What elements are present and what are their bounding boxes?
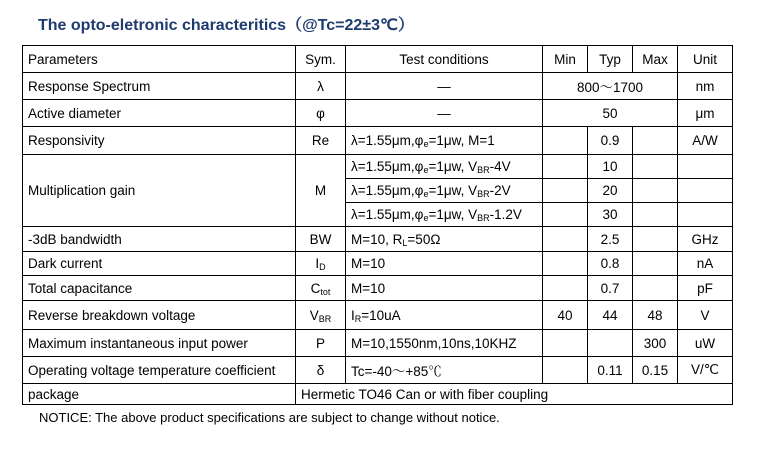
table-row (23, 252, 733, 276)
cond-cell: M=10 (346, 276, 543, 301)
range-cell: 800～1700 (543, 73, 678, 100)
cond-cell (346, 301, 543, 330)
cond-cell: Tc=-40～+85℃ (346, 357, 543, 384)
unit-cell (678, 203, 733, 227)
typ-cell: 10 (588, 155, 633, 179)
param-cell: Response Spectrum (23, 73, 296, 100)
min-cell (543, 252, 588, 276)
table-row (23, 301, 733, 330)
typ-cell: 44 (588, 301, 633, 330)
table-row (23, 155, 733, 179)
cond-subscript: e (423, 189, 429, 199)
typ-cell: 0.9 (588, 127, 633, 155)
param-cell: Responsivity (23, 127, 296, 155)
sym-subscript: tot (320, 286, 331, 297)
sym-text: I (315, 256, 320, 271)
cond-text: λ=1.55μm,φ (351, 183, 424, 198)
typ-cell: 50 (543, 100, 678, 127)
table-row (23, 384, 733, 405)
typ-cell: 0.8 (588, 252, 633, 276)
max-cell (633, 127, 678, 155)
min-cell (543, 127, 588, 155)
typ-cell: 30 (588, 203, 633, 227)
min-cell (543, 357, 588, 384)
table-row (23, 276, 733, 301)
sym-cell: P (296, 330, 346, 357)
min-cell (543, 155, 588, 179)
max-cell (633, 227, 678, 252)
unit-cell: nA (678, 252, 733, 276)
max-cell (633, 252, 678, 276)
sym-cell: Re (296, 127, 346, 155)
max-cell (633, 203, 678, 227)
table-header-row (23, 46, 733, 73)
cond-subscript: BR (477, 189, 490, 199)
sym-cell (296, 276, 346, 301)
typ-cell: 0.7 (588, 276, 633, 301)
max-cell (633, 276, 678, 301)
cond-text: =1μw, V (428, 159, 478, 174)
table-row (23, 100, 733, 127)
unit-cell: uW (678, 330, 733, 357)
cond-text: λ=1.55μm,φ (351, 207, 424, 222)
cond-cell (346, 179, 543, 203)
cond-text: λ=1.55μm,φ (351, 159, 424, 174)
unit-cell: V (678, 301, 733, 330)
unit-cell: A/W (678, 127, 733, 155)
spec-table (22, 45, 733, 405)
cond-text: M=10, R (351, 231, 403, 247)
header-max: Max (633, 46, 678, 73)
max-cell: 48 (633, 301, 678, 330)
sym-cell: M (296, 155, 346, 227)
unit-cell: GHz (678, 227, 733, 252)
typ-cell: 2.5 (588, 227, 633, 252)
sym-cell (296, 252, 346, 276)
param-cell: Active diameter (23, 100, 296, 127)
max-cell: 0.15 (633, 357, 678, 384)
cond-cell (346, 127, 543, 155)
cond-cell (346, 227, 543, 252)
cond-cell: M=10 (346, 252, 543, 276)
sym-subscript: BR (318, 313, 332, 324)
min-cell (543, 179, 588, 203)
param-cell: Total capacitance (23, 276, 296, 301)
cond-subscript: BR (477, 165, 490, 175)
cond-subscript: e (423, 165, 429, 175)
header-parameters: Parameters (23, 46, 296, 73)
param-cell: Maximum instantaneous input power (23, 330, 296, 357)
min-cell (543, 203, 588, 227)
param-cell: -3dB bandwidth (23, 227, 296, 252)
cond-cell (346, 155, 543, 179)
sym-cell (296, 301, 346, 330)
cond-cell (346, 203, 543, 227)
min-cell: 40 (543, 301, 588, 330)
cond-text: =10uA (361, 307, 401, 323)
cond-subscript: L (402, 237, 408, 248)
cond-text: -4V (489, 159, 511, 174)
cond-cell: — (346, 73, 543, 100)
max-cell (633, 179, 678, 203)
unit-cell: μm (678, 100, 733, 127)
cond-subscript: e (423, 213, 429, 223)
cond-text: =1μw, V (428, 183, 478, 198)
cond-text: λ=1.55μm,φ (351, 133, 424, 148)
table-row (23, 227, 733, 252)
sym-cell: δ (296, 357, 346, 384)
param-cell: package (23, 384, 296, 405)
package-cell: Hermetic TO46 Can or with fiber coupling (296, 384, 733, 405)
sym-cell: φ (296, 100, 346, 127)
sym-text: C (310, 280, 321, 296)
min-cell (543, 276, 588, 301)
cond-text: -2V (489, 183, 511, 198)
typ-cell: 0.11 (588, 357, 633, 384)
cond-subscript: e (423, 139, 429, 149)
table-row (23, 73, 733, 100)
sym-text: V (309, 307, 319, 323)
unit-cell (678, 179, 733, 203)
cond-subscript: BR (477, 213, 490, 223)
cond-subscript: R (354, 313, 362, 324)
notice-text: NOTICE: The above product specifications are subject to change without notice. (39, 410, 500, 425)
unit-cell: pF (678, 276, 733, 301)
header-typ: Typ (588, 46, 633, 73)
max-cell (633, 155, 678, 179)
header-symbol: Sym. (296, 46, 346, 73)
cond-cell: — (346, 100, 543, 127)
unit-cell: nm (678, 73, 733, 100)
cond-text: I (351, 307, 355, 323)
typ-cell (588, 330, 633, 357)
min-cell (543, 227, 588, 252)
table-row (23, 330, 733, 357)
typ-cell: 20 (588, 179, 633, 203)
table-row (23, 127, 733, 155)
sym-subscript: D (319, 262, 326, 272)
min-cell (543, 330, 588, 357)
header-unit: Unit (678, 46, 733, 73)
sym-cell: λ (296, 73, 346, 100)
page-title: The opto-eletronic characteritics（@Tc=22±3℃） (38, 17, 414, 34)
param-cell: Multiplication gain (23, 155, 296, 227)
header-min: Min (543, 46, 588, 73)
param-cell: Reverse breakdown voltage (23, 301, 296, 330)
max-cell: 300 (633, 330, 678, 357)
sym-cell: BW (296, 227, 346, 252)
cond-text: =1μw, M=1 (428, 133, 495, 148)
cond-cell: M=10,1550nm,10ns,10KHZ (346, 330, 543, 357)
table-row (23, 357, 733, 384)
cond-text: -1.2V (489, 207, 522, 222)
cond-text: =50Ω (407, 231, 441, 247)
unit-cell: V/℃ (678, 357, 733, 384)
unit-cell (678, 155, 733, 179)
header-test-conditions: Test conditions (346, 46, 543, 73)
cond-text: =1μw, V (428, 207, 478, 222)
param-cell: Operating voltage temperature coefficient (23, 357, 296, 384)
param-cell: Dark current (23, 252, 296, 276)
